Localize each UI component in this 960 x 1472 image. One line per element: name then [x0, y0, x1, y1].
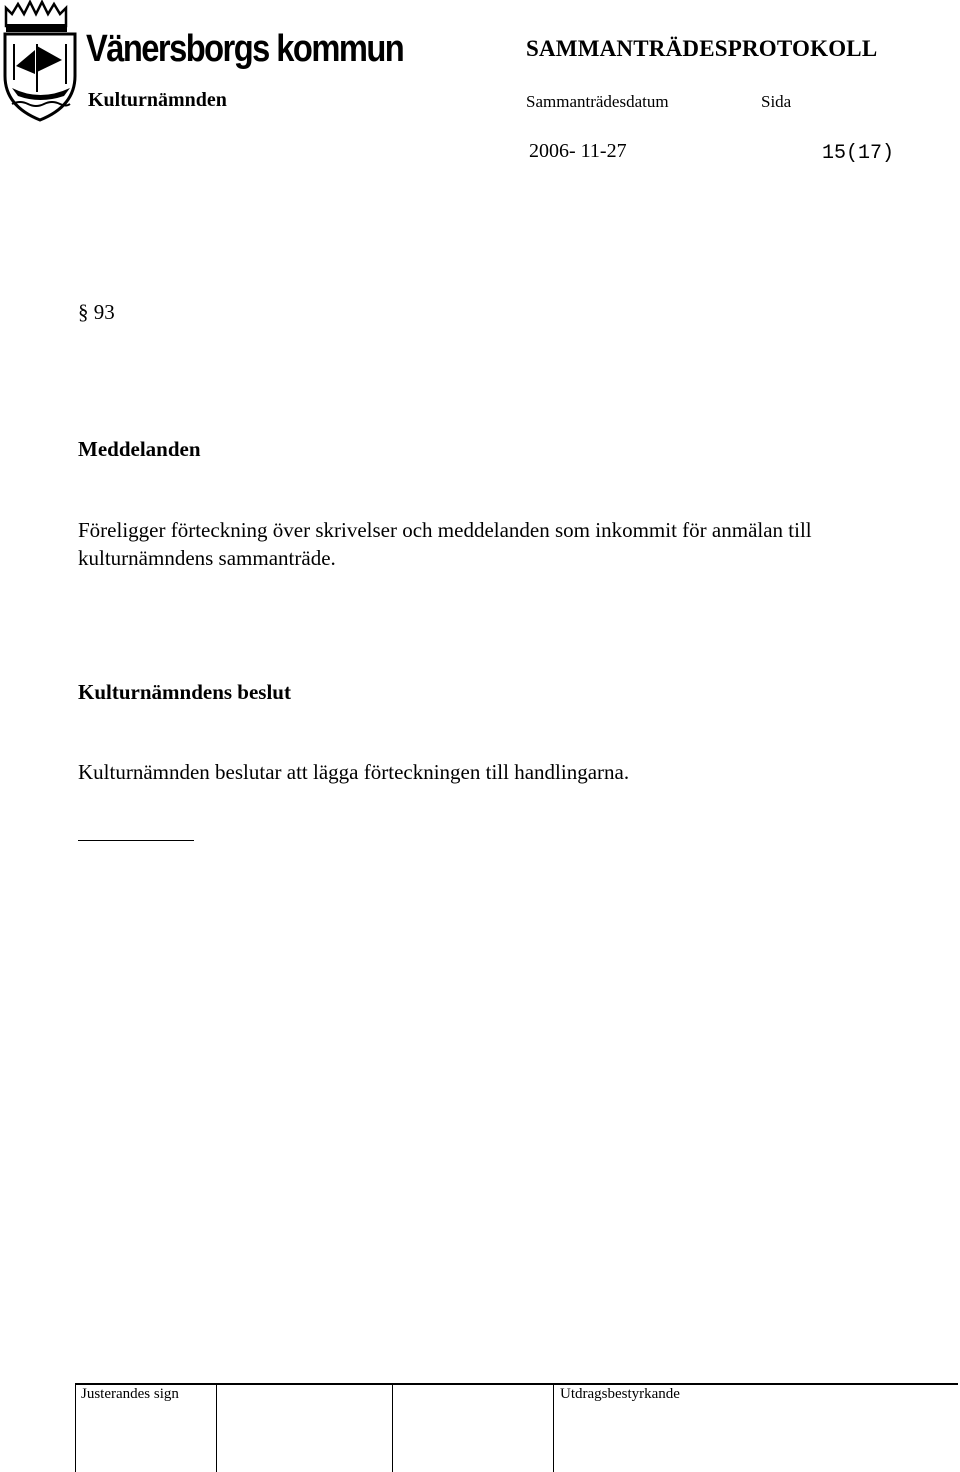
footer-left-border [75, 1383, 76, 1472]
signature-label: Justerandes sign [81, 1386, 179, 1402]
extract-certification-label: Utdragsbestyrkande [560, 1386, 680, 1402]
footer-top-rule [75, 1383, 958, 1385]
municipality-name: Vänersborgs kommun [86, 28, 404, 70]
footer-divider [216, 1383, 217, 1472]
footer-divider [392, 1383, 393, 1472]
meeting-date: 2006- 11-27 [529, 140, 627, 162]
document-type: SAMMANTRÄDESPROTOKOLL [526, 36, 878, 61]
footer-divider [553, 1383, 554, 1472]
body-paragraph: Föreligger förteckning över skrivelser och meddelanden som inkommit för anmälan till kulturnämndens sammanträde. [78, 518, 812, 570]
meeting-date-label: Sammanträdesdatum [526, 92, 669, 111]
coat-of-arms-icon [0, 0, 80, 124]
paragraph-number: § 93 [78, 300, 115, 324]
section-end-rule [78, 840, 194, 841]
decision-heading: Kulturnämndens beslut [78, 680, 291, 704]
section-heading: Meddelanden [78, 437, 201, 461]
decision-text: Kulturnämnden beslutar att lägga förteckningen till handlingarna. [78, 760, 630, 784]
page-label: Sida [761, 92, 792, 111]
page-number: 15(17) [822, 142, 895, 165]
committee-name: Kulturnämnden [88, 89, 227, 111]
